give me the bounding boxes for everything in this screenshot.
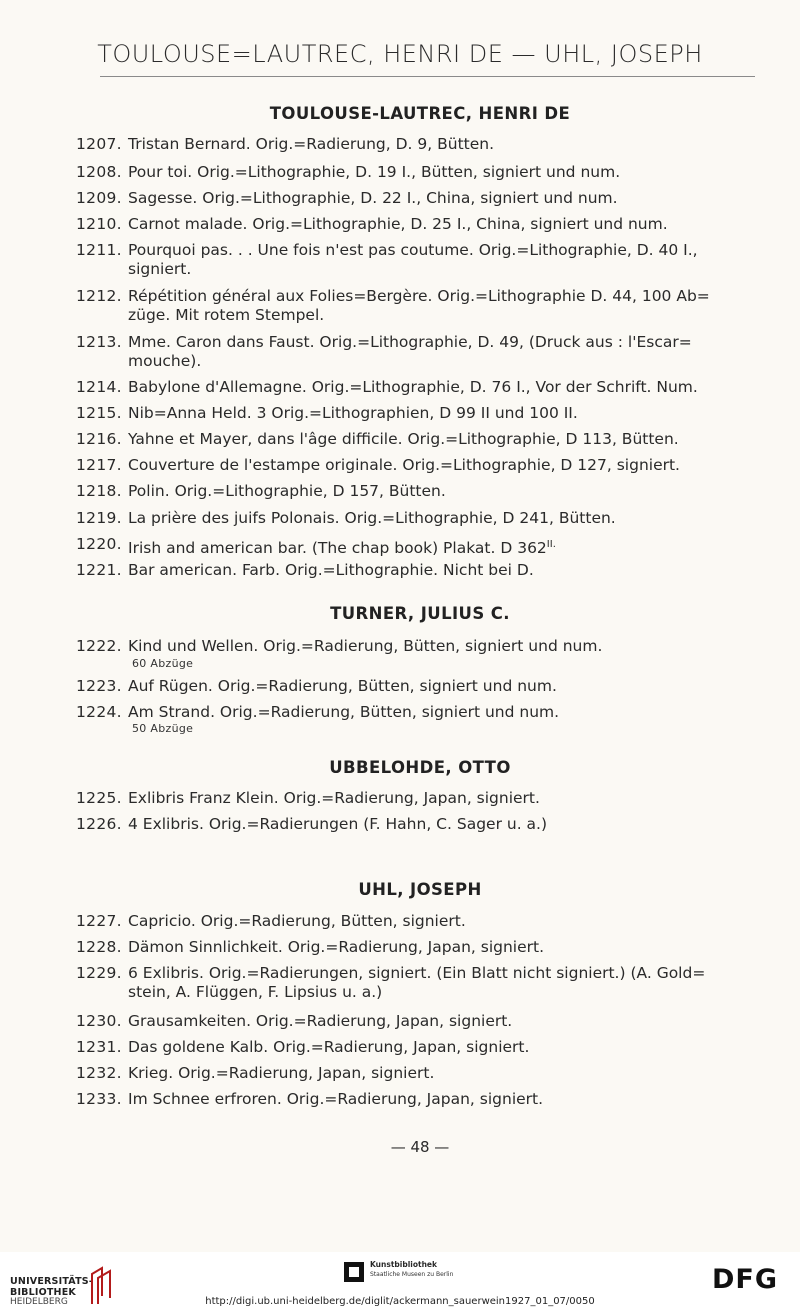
header-rule bbox=[100, 76, 755, 77]
entry-number: 1209. bbox=[76, 189, 122, 207]
dfg-logo[interactable]: DFG bbox=[712, 1264, 779, 1295]
entry-text: Sagesse. Orig.=Lithographie, D. 22 I., China, signiert und num. bbox=[128, 189, 618, 207]
entry-number: 1213. bbox=[76, 333, 122, 351]
entry-number: 1232. bbox=[76, 1064, 122, 1082]
edition-note: 60 Abzüge bbox=[132, 657, 194, 670]
entry-text: stein, A. Flüggen, F. Lipsius u. a.) bbox=[128, 983, 383, 1001]
entry-number: 1220. bbox=[76, 535, 122, 553]
entry-text bbox=[128, 535, 764, 558]
kunstbibliothek-title: Kunstbibliothek bbox=[370, 1260, 438, 1269]
entry-text: Bar american. Farb. Orig.=Lithographie. Nicht bei D. bbox=[128, 561, 534, 579]
entry-number: 1217. bbox=[76, 456, 122, 474]
entry-number: 1224. bbox=[76, 703, 122, 721]
edition-note: 50 Abzüge bbox=[132, 722, 194, 735]
entry-number: 1226. bbox=[76, 815, 122, 833]
entry-superscript: II. bbox=[546, 539, 556, 550]
running-head: TOULOUSE=LAUTREC, HENRI DE — UHL, JOSEPH bbox=[97, 40, 703, 68]
entry-number: 1211. bbox=[76, 241, 122, 259]
entry-text: Carnot malade. Orig.=Lithographie, D. 25 I., China, signiert und num. bbox=[128, 215, 668, 233]
entry-text: Im Schnee erfroren. Orig.=Radierung, Japan, signiert. bbox=[128, 1090, 544, 1108]
entry-text: Polin. Orig.=Lithographie, D 157, Bütten. bbox=[128, 482, 446, 500]
entry-text-main: Irish and american bar. (The chap book) Plakat. D 362 bbox=[128, 539, 547, 558]
entry-text: Mme. Caron dans Faust. Orig.=Lithographie, D. 49, (Druck aus : l'Escar= bbox=[128, 333, 692, 351]
entry-text: Am Strand. Orig.=Radierung, Bütten, signiert und num. bbox=[128, 703, 560, 721]
ub-logo-line3: HEIDELBERG bbox=[10, 1297, 68, 1307]
kunstbibliothek-subtitle: Staatliche Museen zu Berlin bbox=[370, 1271, 454, 1278]
entry-text: mouche). bbox=[128, 352, 202, 370]
footer-bar bbox=[0, 1252, 800, 1310]
entry-text: Babylone d'Allemagne. Orig.=Lithographie, D. 76 I., Vor der Schrift. Num. bbox=[128, 378, 698, 396]
entry-number: 1210. bbox=[76, 215, 122, 233]
kunstbibliothek-logo[interactable] bbox=[344, 1258, 484, 1288]
entry-number: 1221. bbox=[76, 561, 122, 579]
permalink-url[interactable]: http://digi.ub.uni-heidelberg.de/diglit/ackermann_sauerwein1927_01_07/0050 bbox=[205, 1296, 595, 1307]
entry-number: 1212. bbox=[76, 287, 122, 305]
entry-number: 1215. bbox=[76, 404, 122, 422]
entry-number: 1208. bbox=[76, 163, 122, 181]
entry-text: Dämon Sinnlichkeit. Orig.=Radierung, Japan, signiert. bbox=[128, 938, 545, 956]
entry-number: 1229. bbox=[76, 964, 122, 982]
section-title-toulouse-lautrec: TOULOUSE-LAUTREC, HENRI DE bbox=[269, 104, 571, 123]
entry-text: Grausamkeiten. Orig.=Radierung, Japan, signiert. bbox=[128, 1012, 513, 1030]
entry-number: 1218. bbox=[76, 482, 122, 500]
page-number: — 48 — bbox=[390, 1138, 450, 1156]
entry-text: Pourquoi pas. . . Une fois n'est pas coutume. Orig.=Lithographie, D. 40 I., bbox=[128, 241, 698, 259]
entry-text: La prière des juifs Polonais. Orig.=Lithographie, D 241, Bütten. bbox=[128, 509, 616, 527]
entry-text: Répétition général aux Folies=Bergère. Orig.=Lithographie D. 44, 100 Ab= bbox=[128, 287, 710, 305]
entry-text: Couverture de l'estampe originale. Orig.=Lithographie, D 127, signiert. bbox=[128, 456, 680, 474]
entry-number: 1231. bbox=[76, 1038, 122, 1056]
ub-logo-line2: BIBLIOTHEK bbox=[10, 1287, 76, 1298]
entry-text: 6 Exlibris. Orig.=Radierungen, signiert. (Ein Blatt nicht signiert.) (A. Gold= bbox=[128, 964, 706, 982]
entry-number: 1230. bbox=[76, 1012, 122, 1030]
entry-text: Nib=Anna Held. 3 Orig.=Lithographien, D 99 II und 100 II. bbox=[128, 404, 578, 422]
entry-text: Exlibris Franz Klein. Orig.=Radierung, Japan, signiert. bbox=[128, 789, 540, 807]
entry-number: 1227. bbox=[76, 912, 122, 930]
entry-text: 4 Exlibris. Orig.=Radierungen (F. Hahn, C. Sager u. a.) bbox=[128, 815, 548, 833]
entry-number: 1219. bbox=[76, 509, 122, 527]
entry-text: Das goldene Kalb. Orig.=Radierung, Japan, signiert. bbox=[128, 1038, 530, 1056]
entry-text: Krieg. Orig.=Radierung, Japan, signiert. bbox=[128, 1064, 435, 1082]
section-title-turner: TURNER, JULIUS C. bbox=[330, 604, 510, 623]
entry-text: Kind und Wellen. Orig.=Radierung, Bütten, signiert und num. bbox=[128, 637, 603, 655]
entry-number: 1216. bbox=[76, 430, 122, 448]
section-title-ubbelohde: UBBELOHDE, OTTO bbox=[329, 758, 511, 777]
entry-text: Yahne et Mayer, dans l'âge difficile. Orig.=Lithographie, D 113, Bütten. bbox=[128, 430, 679, 448]
entry-number: 1233. bbox=[76, 1090, 122, 1108]
kunstbibliothek-mark-icon bbox=[344, 1262, 364, 1282]
entry-text: signiert. bbox=[128, 260, 192, 278]
entry-text: Capricio. Orig.=Radierung, Bütten, signiert. bbox=[128, 912, 466, 930]
section-title-uhl: UHL, JOSEPH bbox=[358, 880, 482, 899]
entry-text: züge. Mit rotem Stempel. bbox=[128, 306, 325, 324]
entry-text: Tristan Bernard. Orig.=Radierung, D. 9, Bütten. bbox=[128, 135, 495, 153]
ub-logo-line1: UNIVERSITÄTS- bbox=[10, 1276, 93, 1287]
entry-number: 1222. bbox=[76, 637, 122, 655]
entry-number: 1214. bbox=[76, 378, 122, 396]
entry-number: 1223. bbox=[76, 677, 122, 695]
entry-text: Pour toi. Orig.=Lithographie, D. 19 I., Bütten, signiert und num. bbox=[128, 163, 621, 181]
entry-number: 1225. bbox=[76, 789, 122, 807]
entry-number: 1228. bbox=[76, 938, 122, 956]
entry-number: 1207. bbox=[76, 135, 122, 153]
entry-text: Auf Rügen. Orig.=Radierung, Bütten, signiert und num. bbox=[128, 677, 557, 695]
